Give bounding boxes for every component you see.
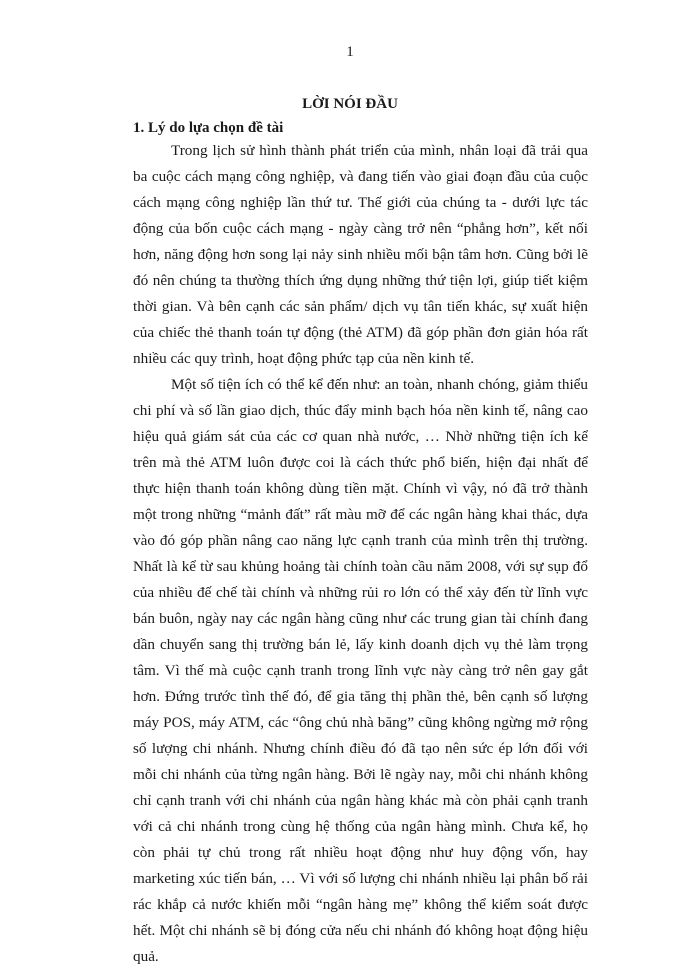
section-body <box>133 138 588 970</box>
section-heading: 1. Lý do lựa chọn đề tài <box>133 120 284 136</box>
document-title: LỜI NÓI ĐẦU <box>302 96 398 112</box>
paragraph-2: Một số tiện ích có thể kể đến như: an toàn, nhanh chóng, giảm thiểu chi phí và số lần giao dịch, thúc đẩy minh bạch hóa nền kinh tế, nâng cao hiệu quả giám sát của các cơ quan nhà nước, … Nhờ những tiện ích kể trên mà thẻ ATM luôn được coi là cách thức phổ biến, hiện đại nhất để thực hiện thanh toán không dùng tiền mặt. Chính vì vậy, nó đã trở thành một trong những “mảnh đất” rất màu mỡ để các ngân hàng khai thác, dựa vào đó góp phần nâng cao năng lực cạnh tranh của mình trên thị trường. Nhất là kể từ sau khủng hoảng tài chính toàn cầu năm 2008, với sự sụp đổ của nhiều đế chế tài chính và những rủi ro lớn có thể xảy đến từ lĩnh vực bán buôn, ngày nay các ngân hàng cũng như các trung gian tài chính đang dần chuyển sang thị trường bán lẻ, lấy kinh doanh dịch vụ thẻ làm trọng tâm. Vì thế mà cuộc cạnh tranh trong lĩnh vực này càng trở nên gay gắt hơn. Đứng trước tình thế đó, để gia tăng thị phần thẻ, bên cạnh số lượng máy POS, máy ATM, các “ông chủ nhà băng” cũng không ngừng mở rộng số lượng chi nhánh. Nhưng chính điều đó đã tạo nên sức ép lớn đối với mỗi chi nhánh của từng ngân hàng. Bởi lẽ ngày nay, mỗi chi nhánh không chỉ cạnh tranh với chi nhánh của ngân hàng khác mà còn phải cạnh tranh với cả chi nhánh trong cùng hệ thống của ngân hàng mình. Chưa kể, họ còn phải tự chủ trong rất nhiều hoạt động như huy động vốn, hay marketing xúc tiến bán, … Vì với số lượng chi nhánh nhiều lại phân bố rải rác khắp cả nước khiến mỗi “ngân hàng mẹ” không thể kiểm soát được hết. Một chi nhánh sẽ bị đóng cửa nếu chi nhánh đó không hoạt động hiệu quả. <box>133 376 588 965</box>
paragraph-1: Trong lịch sử hình thành phát triển của mình, nhân loại đã trải qua ba cuộc cách mạng công nghiệp, và đang tiến vào giai đoạn đầu của cuộc cách mạng công nghiệp lần thứ tư. Thế giới của chúng ta - dưới lực tác động của bốn cuộc cách mạng - ngày càng trở nên “phẳng hơn”, kết nối hơn, năng động hơn song lại nảy sinh nhiều mối bận tâm hơn. Cũng bởi lẽ đó nên chúng ta thường thích ứng dụng những thứ tiện lợi, giúp tiết kiệm thời gian. Và bên cạnh các sản phẩm/ dịch vụ tân tiến khác, sự xuất hiện của chiếc thẻ thanh toán tự động (thẻ ATM) đã góp phần đơn giản hóa rất nhiều các quy trình, hoạt động phức tạp của nền kinh tế. <box>133 142 588 367</box>
page-number: 1 <box>346 44 354 60</box>
